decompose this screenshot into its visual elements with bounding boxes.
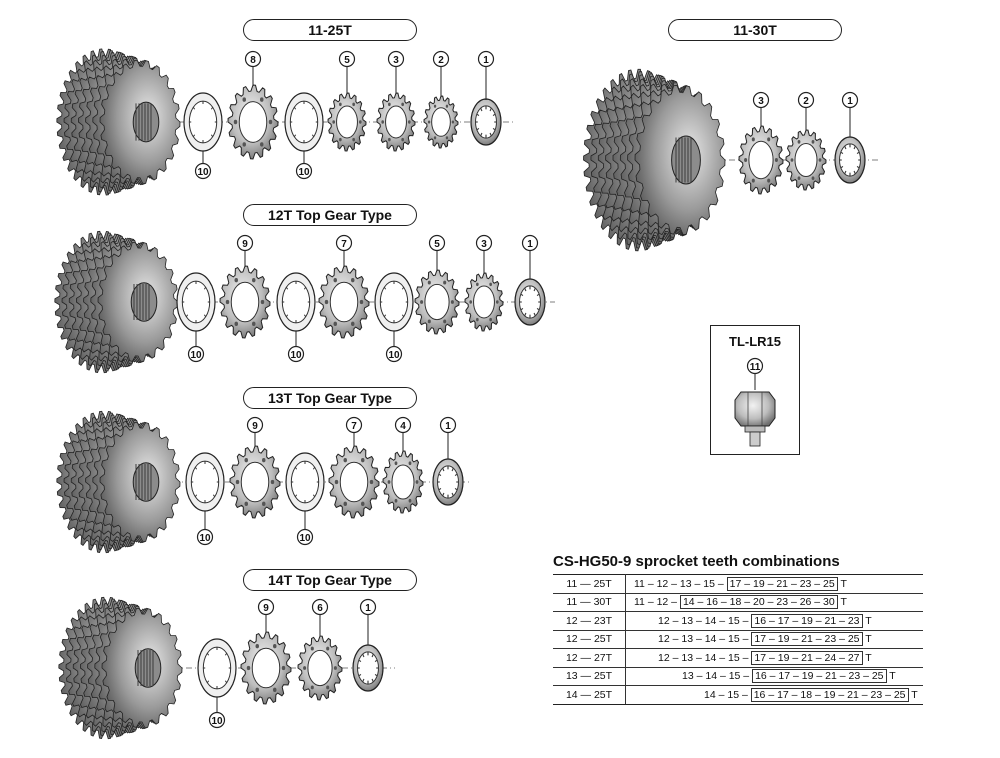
- callout-number: 10: [299, 533, 311, 544]
- range-cell: 12 — 23T: [553, 612, 626, 631]
- callout-number: 3: [481, 239, 487, 250]
- teeth-suffix: T: [889, 670, 896, 683]
- callout-number: 2: [438, 55, 444, 66]
- cassette-body: [57, 49, 180, 195]
- callout-number: 10: [290, 350, 302, 361]
- callout-number: 10: [211, 716, 223, 727]
- spacer: [184, 93, 222, 151]
- teeth-lead: 13 – 14 – 15 –: [682, 670, 750, 683]
- section-label-11-30t: 11-30T: [668, 19, 842, 41]
- range-cell: 12 — 25T: [553, 630, 626, 649]
- callout-number: 3: [393, 55, 399, 66]
- table-row: [553, 630, 923, 649]
- lockring: [835, 137, 865, 183]
- lockring: [353, 645, 383, 691]
- teeth-lead: 12 – 13 – 14 – 15 –: [658, 614, 749, 627]
- teeth-lead: 11 – 12 – 13 – 15 –: [634, 577, 724, 590]
- teeth-cell: [626, 630, 924, 649]
- callout-number: 2: [803, 96, 809, 107]
- spacer: [198, 639, 236, 697]
- callout-number: 10: [190, 350, 202, 361]
- sprocket: [241, 632, 291, 704]
- sprocket: [739, 126, 783, 194]
- teeth-cell: [626, 612, 924, 631]
- callout-number: 5: [344, 55, 350, 66]
- teeth-cell: [626, 686, 924, 705]
- sprocket-combinations-table: [553, 574, 923, 705]
- callout-number: 7: [341, 239, 347, 250]
- range-cell: 12 — 27T: [553, 649, 626, 668]
- callout-number: 10: [197, 167, 209, 178]
- callout-number: 10: [388, 350, 400, 361]
- spacer: [177, 273, 215, 331]
- section-label-11-25t: 11-25T: [243, 19, 417, 41]
- callout-number: 1: [527, 239, 533, 250]
- callout-number: 7: [351, 421, 357, 432]
- teeth-suffix: T: [865, 633, 872, 646]
- spacer: [277, 273, 315, 331]
- spacer: [375, 273, 413, 331]
- lockring: [515, 279, 545, 325]
- callout-number: 9: [263, 603, 269, 614]
- callout-number: 1: [445, 421, 451, 432]
- table-row: [553, 612, 923, 631]
- sprocket: [228, 85, 278, 159]
- section-label-14t-top-gear: 14T Top Gear Type: [243, 569, 417, 591]
- sprocket: [329, 446, 379, 518]
- callout-number: 8: [250, 55, 256, 66]
- teeth-suffix: T: [865, 614, 872, 627]
- cassette-body: [59, 597, 182, 738]
- callout-number: 3: [758, 96, 764, 107]
- cassette-body: [55, 231, 178, 372]
- spacer: [285, 93, 323, 151]
- teeth-lead: 11 – 12 –: [634, 596, 678, 609]
- callout-number: 1: [483, 55, 489, 66]
- callout-number: 4: [400, 421, 406, 432]
- table-row: [553, 649, 923, 668]
- callout-number: 9: [252, 421, 258, 432]
- teeth-suffix: T: [840, 596, 847, 609]
- teeth-suffix: T: [840, 577, 847, 590]
- teeth-boxed: 16 – 17 – 19 – 21 – 23: [751, 614, 862, 628]
- sprocket: [786, 130, 826, 190]
- sprocket: [319, 266, 369, 338]
- range-cell: 14 — 25T: [553, 686, 626, 705]
- tool-name: TL-LR15: [729, 334, 781, 349]
- teeth-cell: [626, 593, 924, 612]
- teeth-suffix: T: [911, 688, 918, 701]
- teeth-boxed: 16 – 17 – 18 – 19 – 21 – 23 – 25: [751, 688, 909, 702]
- callout-number: 1: [365, 603, 371, 614]
- sprocket: [230, 446, 280, 518]
- teeth-cell: [626, 575, 924, 594]
- teeth-boxed: 14 – 16 – 18 – 20 – 23 – 26 – 30: [680, 595, 838, 609]
- lockring: [433, 459, 463, 505]
- callout-number: 6: [317, 603, 323, 614]
- teeth-lead: 14 – 15 –: [704, 688, 748, 701]
- teeth-boxed: 17 – 19 – 21 – 23 – 25: [751, 632, 862, 646]
- teeth-cell: [626, 649, 924, 668]
- tool-frame: [710, 325, 800, 455]
- sprocket: [377, 93, 415, 151]
- callout-number: 5: [434, 239, 440, 250]
- callout-number: 1: [847, 96, 853, 107]
- callout-number: 11: [749, 362, 761, 373]
- sprocket: [383, 451, 423, 513]
- teeth-lead: 12 – 13 – 14 – 15 –: [658, 651, 749, 664]
- teeth-boxed: 17 – 19 – 21 – 24 – 27: [751, 651, 862, 665]
- table-row: [553, 593, 923, 612]
- table-row: [553, 667, 923, 686]
- callout-number: 9: [242, 239, 248, 250]
- cassette-body: [57, 411, 180, 552]
- callout-number: 10: [199, 533, 211, 544]
- sprocket: [465, 273, 503, 331]
- sprocket: [220, 266, 270, 338]
- sprocket: [415, 270, 459, 334]
- range-cell: 13 — 25T: [553, 667, 626, 686]
- spacer: [186, 453, 224, 511]
- lockring: [471, 99, 501, 145]
- section-label-13t-top-gear: 13T Top Gear Type: [243, 387, 417, 409]
- spacer: [286, 453, 324, 511]
- callout-number: 10: [298, 167, 310, 178]
- teeth-boxed: 17 – 19 – 21 – 23 – 25: [727, 577, 838, 591]
- sprocket: [328, 93, 366, 151]
- section-label-12t-top-gear: 12T Top Gear Type: [243, 204, 417, 226]
- cassette-body: [584, 69, 726, 251]
- sprocket: [424, 96, 458, 148]
- teeth-boxed: 16 – 17 – 19 – 21 – 23 – 25: [752, 669, 886, 683]
- range-cell: 11 — 30T: [553, 593, 626, 612]
- table-title: CS-HG50-9 sprocket teeth combinations: [553, 553, 840, 570]
- table-row: [553, 575, 923, 594]
- teeth-cell: [626, 667, 924, 686]
- teeth-suffix: T: [865, 651, 872, 664]
- sprocket: [298, 636, 342, 700]
- table-row: [553, 686, 923, 705]
- teeth-lead: 12 – 13 – 14 – 15 –: [658, 633, 749, 646]
- range-cell: 11 — 25T: [553, 575, 626, 594]
